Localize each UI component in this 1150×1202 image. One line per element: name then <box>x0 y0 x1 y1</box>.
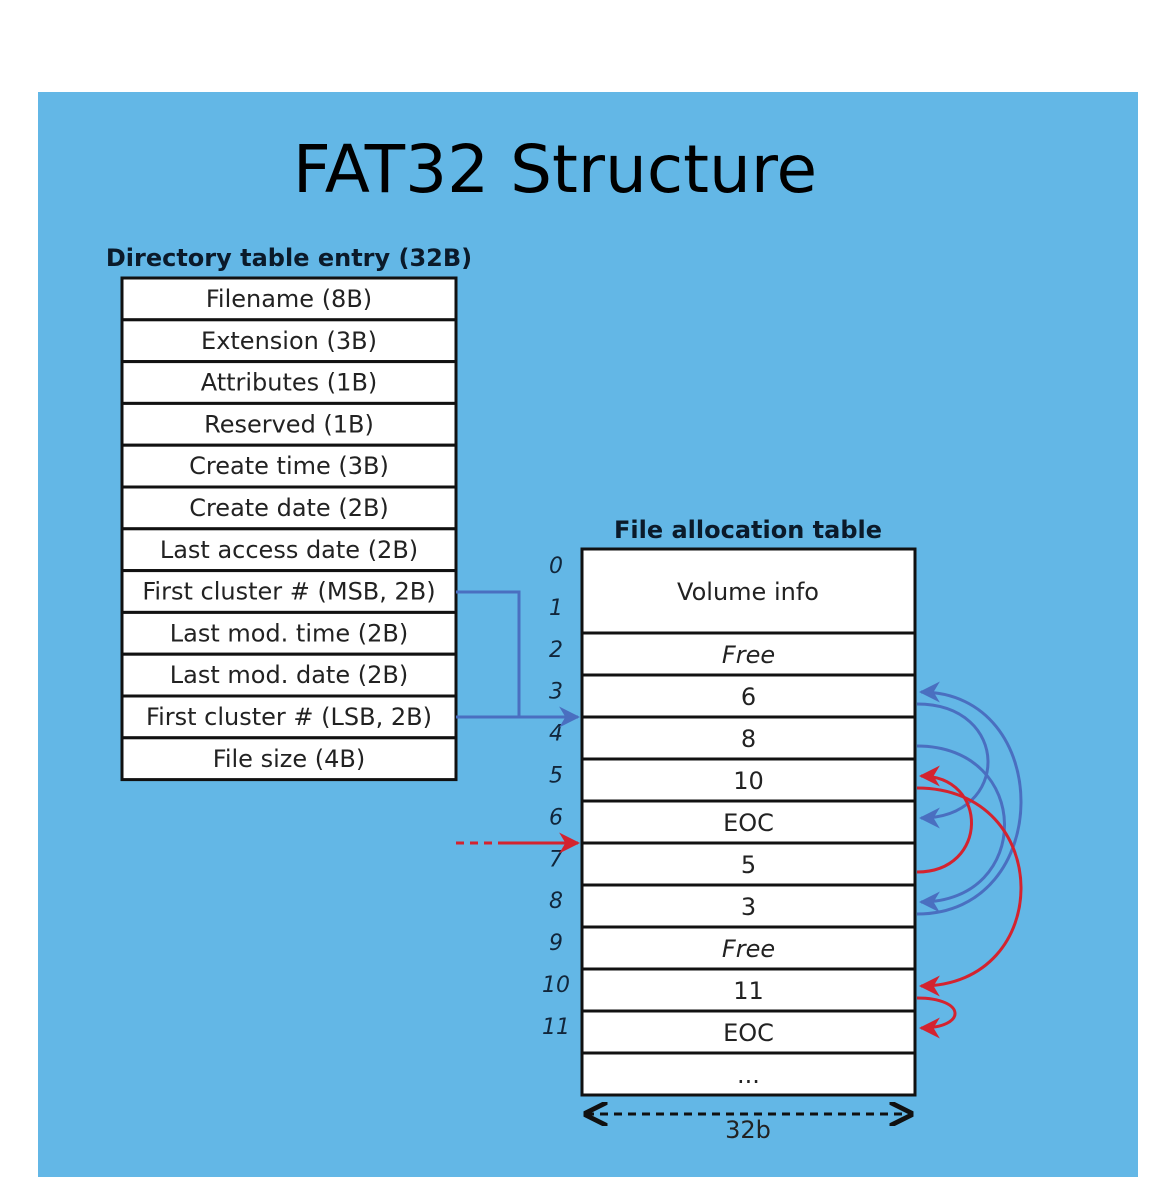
directory-field-label: Last mod. time (2B) <box>169 619 409 648</box>
fat-cluster-index: 2 <box>549 637 563 663</box>
fat-cluster-index: 5 <box>549 763 563 789</box>
fat-volume-info-label: Volume info <box>677 578 819 606</box>
fat-cluster-index: 1 <box>549 595 563 621</box>
fat-cluster-index: 10 <box>542 973 570 998</box>
width-indicator <box>586 1114 911 1144</box>
fat-cluster-index: 9 <box>549 931 563 957</box>
fat-cluster-index: 8 <box>549 889 563 915</box>
fat-entry-value: 10 <box>733 767 764 795</box>
fat-cluster-index: 4 <box>549 721 563 747</box>
fat-table <box>582 549 915 1095</box>
page-title: FAT32 Structure <box>292 131 818 208</box>
fat-cluster-index: 0 <box>549 554 563 579</box>
fat-cluster-indices <box>542 554 570 1040</box>
fat-cluster-index: 6 <box>549 805 563 831</box>
fat-cluster-index: 11 <box>542 1014 570 1040</box>
fat-entry-value: 8 <box>740 725 757 753</box>
fat-cluster-index: 3 <box>549 679 563 705</box>
fat-cluster-index: 7 <box>549 847 563 873</box>
width-label: 32b <box>725 1116 771 1144</box>
directory-field-label: Reserved (1B) <box>204 410 374 439</box>
fat-entry-value: ... <box>737 1061 760 1089</box>
directory-field-label: Last mod. date (2B) <box>169 661 409 690</box>
directory-field-label: Create time (3B) <box>189 452 389 481</box>
cluster-chain-links <box>917 692 1021 1028</box>
directory-field-label: First cluster # (MSB, 2B) <box>142 577 436 606</box>
blue-chain-link <box>917 704 988 818</box>
red-chain-link <box>917 998 955 1028</box>
fat-entry-value: 6 <box>740 683 757 711</box>
directory-field-label: Create date (2B) <box>189 494 389 522</box>
fat-entry-value: 3 <box>740 893 757 921</box>
fat-entry-value: Free <box>721 935 776 963</box>
fat-entry-value: EOC <box>723 809 774 837</box>
directory-field-label: File size (4B) <box>212 744 366 773</box>
msb-pointer-line <box>456 592 519 717</box>
directory-table-heading: Directory table entry (32B) <box>105 244 473 272</box>
directory-field-label: First cluster # (LSB, 2B) <box>146 703 432 731</box>
blue-chain-link <box>917 746 1005 902</box>
fat-entry-value: EOC <box>723 1019 774 1047</box>
directory-table <box>122 278 456 780</box>
directory-field-label: Last access date (2B) <box>159 535 419 564</box>
fat-entry-value: 5 <box>740 851 757 879</box>
fat-entry-value: 11 <box>733 977 764 1005</box>
fat-entry-value: Free <box>721 641 776 669</box>
fat-heading: File allocation table <box>613 516 883 544</box>
directory-field-label: Extension (3B) <box>201 326 377 355</box>
directory-field-label: Attributes (1B) <box>200 368 378 397</box>
directory-field-label: Filename (8B) <box>205 285 373 313</box>
